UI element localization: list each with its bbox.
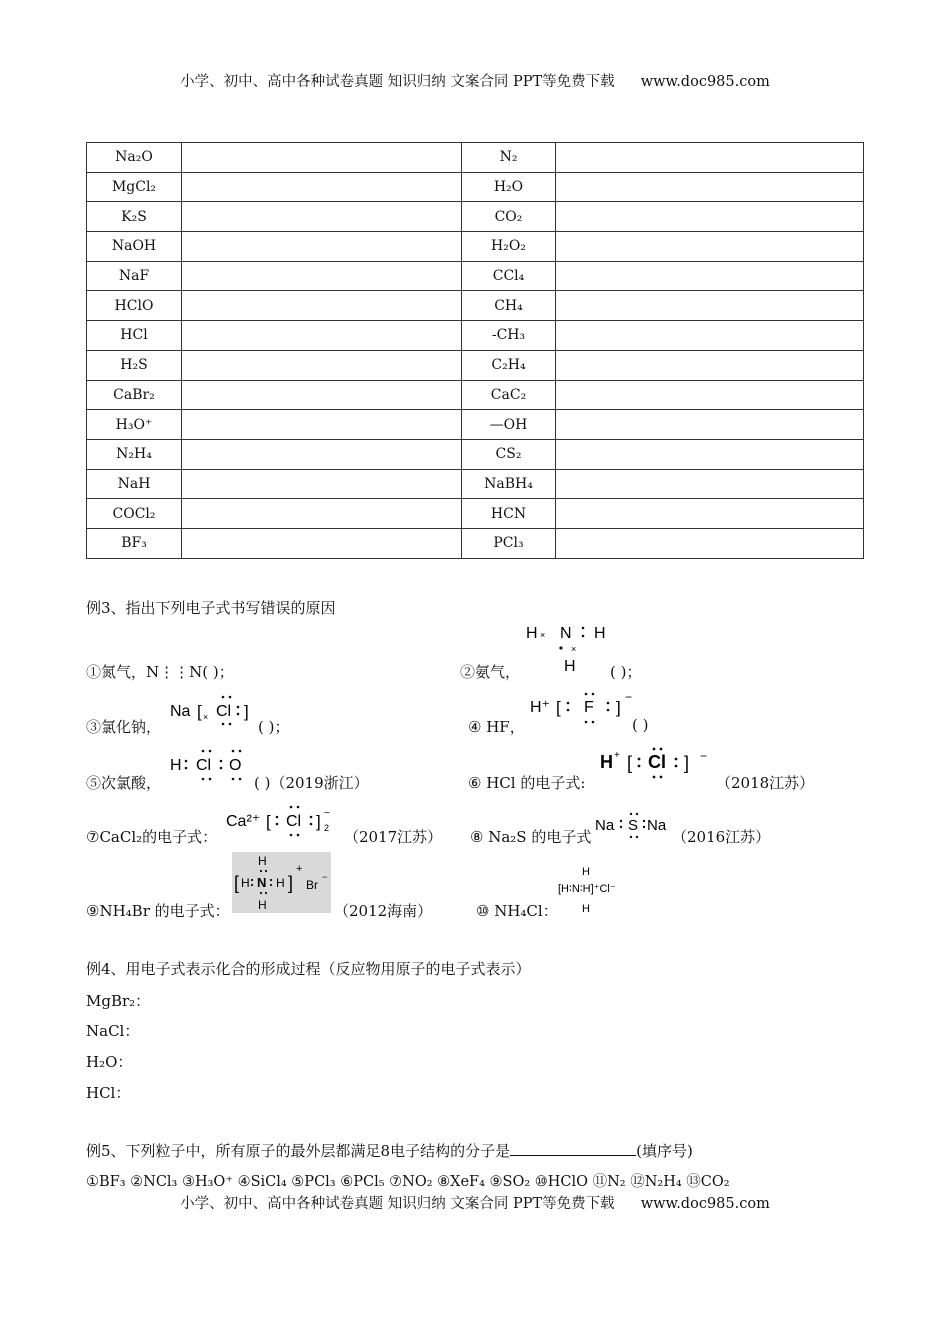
header-url[interactable]: www.doc985.com xyxy=(640,74,770,90)
svg-text:Cl: Cl xyxy=(286,813,302,830)
nh3-electron-formula xyxy=(520,620,612,680)
svg-text:]: ] xyxy=(684,753,690,773)
ex5-answer-blank[interactable] xyxy=(510,1141,636,1156)
table-row xyxy=(87,439,864,469)
answer-cell-left[interactable] xyxy=(182,499,462,529)
ex3-item10-label: ⑩ NH₄Cl： xyxy=(476,902,558,920)
svg-text:Cl: Cl xyxy=(216,703,232,720)
ex4-line-mgbr2: MgBr₂： xyxy=(86,992,151,1010)
ex3-title: 例3、指出下列电子式书写错误的原因 xyxy=(86,599,336,617)
answer-cell-right[interactable] xyxy=(556,143,864,173)
svg-text:H: H xyxy=(594,625,606,642)
ex3-item3-paren: ( )； xyxy=(258,718,290,736)
ex3-item6-source: （2018江苏） xyxy=(716,774,815,792)
formula-cell-right: N₂ xyxy=(462,143,556,173)
svg-text:H: H xyxy=(258,898,267,912)
nh4cl-electron-formula xyxy=(556,862,652,916)
answer-cell-left[interactable] xyxy=(182,439,462,469)
hf-electron-formula xyxy=(528,686,638,732)
answer-cell-right[interactable] xyxy=(556,528,864,558)
svg-text:H: H xyxy=(526,625,538,642)
table-row xyxy=(87,202,864,232)
ex3-item4-paren: ( ) xyxy=(632,716,649,734)
svg-text:]: ] xyxy=(244,702,249,721)
formula-cell-right: NaBH₄ xyxy=(462,469,556,499)
ex4-line-hcl: HCl： xyxy=(86,1084,131,1102)
answer-cell-right[interactable] xyxy=(556,202,864,232)
svg-text:O: O xyxy=(229,757,242,774)
svg-text:H: H xyxy=(170,757,182,774)
answer-cell-left[interactable] xyxy=(182,350,462,380)
ex3-item4-label: ④ HF， xyxy=(468,718,525,736)
table-row xyxy=(87,291,864,321)
hcl-2018-electron-formula xyxy=(598,742,714,788)
svg-text:×: × xyxy=(540,630,546,640)
ex4-line-h2o: H₂O： xyxy=(86,1053,133,1071)
table-row xyxy=(87,232,864,262)
svg-text:H: H xyxy=(258,854,267,868)
svg-text:N: N xyxy=(257,875,267,890)
svg-text:[: [ xyxy=(627,753,633,773)
page-header xyxy=(0,70,950,91)
svg-text:×: × xyxy=(571,644,577,654)
answer-cell-left[interactable] xyxy=(182,469,462,499)
svg-text:H: H xyxy=(241,876,250,890)
svg-text:2: 2 xyxy=(324,823,330,833)
formula-cell-left: NaF xyxy=(87,261,182,291)
svg-text:H: H xyxy=(276,876,285,890)
answer-cell-right[interactable] xyxy=(556,469,864,499)
formula-cell-left: BF₃ xyxy=(87,528,182,558)
formula-cell-right: —OH xyxy=(462,410,556,440)
formula-cell-right: HCN xyxy=(462,499,556,529)
svg-text:N: N xyxy=(560,625,572,642)
answer-cell-left[interactable] xyxy=(182,410,462,440)
ex3-item8-source: （2016江苏） xyxy=(672,828,771,846)
ex4-title: 例4、用电子式表示化合的形成过程（反应物用原子的电子式表示） xyxy=(86,960,531,978)
svg-text:H⁺: H⁺ xyxy=(530,699,550,716)
answer-cell-right[interactable] xyxy=(556,291,864,321)
svg-text:]: ] xyxy=(288,873,294,893)
ex3-item8-label: ⑧ Na₂S 的电子式 xyxy=(470,828,592,846)
ex3-item3-label: ③氯化钠， xyxy=(86,718,162,736)
ex5-title-post: (填序号) xyxy=(636,1142,693,1160)
svg-text:+: + xyxy=(614,750,620,761)
answer-cell-left[interactable] xyxy=(182,380,462,410)
svg-text:H: H xyxy=(582,866,590,878)
ex3-item2-label: ②氨气， xyxy=(460,663,521,681)
nacl-electron-formula xyxy=(168,686,260,736)
formula-cell-left: HClO xyxy=(87,291,182,321)
svg-text:+: + xyxy=(296,863,303,875)
svg-text:F: F xyxy=(584,699,594,716)
answer-cell-right[interactable] xyxy=(556,499,864,529)
svg-text:Cl: Cl xyxy=(196,757,212,774)
answer-cell-right[interactable] xyxy=(556,321,864,351)
formula-cell-left: NaOH xyxy=(87,232,182,262)
table-row xyxy=(87,469,864,499)
svg-text:−: − xyxy=(324,808,330,819)
answer-cell-left[interactable] xyxy=(182,143,462,173)
answer-cell-left[interactable] xyxy=(182,321,462,351)
formula-cell-left: HCl xyxy=(87,321,182,351)
formula-cell-right: CaC₂ xyxy=(462,380,556,410)
answer-cell-right[interactable] xyxy=(556,172,864,202)
svg-text:Cl: Cl xyxy=(648,752,666,772)
svg-text:Br: Br xyxy=(306,878,318,892)
formula-cell-left: N₂H₄ xyxy=(87,439,182,469)
formula-cell-right: CCl₄ xyxy=(462,261,556,291)
ex4-line-nacl: NaCl： xyxy=(86,1022,140,1040)
ex3-item2-paren: ( )； xyxy=(610,663,642,681)
table-row xyxy=(87,499,864,529)
table-row xyxy=(87,172,864,202)
answer-cell-right[interactable] xyxy=(556,350,864,380)
cacl2-electron-formula xyxy=(224,800,342,844)
formula-cell-left: NaH xyxy=(87,469,182,499)
formula-cell-left: CaBr₂ xyxy=(87,380,182,410)
svg-text:[: [ xyxy=(556,698,561,717)
answer-cell-right[interactable] xyxy=(556,232,864,262)
answer-cell-left[interactable] xyxy=(182,528,462,558)
svg-text:Na: Na xyxy=(647,817,667,834)
formula-cell-left: MgCl₂ xyxy=(87,172,182,202)
svg-text:]: ] xyxy=(316,812,321,831)
nh4br-electron-formula xyxy=(232,852,331,913)
svg-text:H: H xyxy=(564,658,576,675)
formula-cell-left: COCl₂ xyxy=(87,499,182,529)
svg-text:[: [ xyxy=(266,812,271,831)
ex3-item6-label: ⑥ HCl 的电子式: xyxy=(468,774,586,792)
ex3-item1: ①氮气，N⋮⋮N( )； xyxy=(86,663,234,681)
svg-text:Na: Na xyxy=(170,703,191,720)
header-text: 小学、初中、高中各种试卷真题 知识归纳 文案合同 PPT等免费下载 xyxy=(180,74,615,90)
formula-cell-right: H₂O₂ xyxy=(462,232,556,262)
formula-cell-left: Na₂O xyxy=(87,143,182,173)
ex3-item7-label: ⑦CaCl₂的电子式： xyxy=(86,828,218,846)
formula-cell-right: PCl₃ xyxy=(462,528,556,558)
ex3-item7-source: （2017江苏） xyxy=(344,828,443,846)
na2s-electron-formula xyxy=(594,810,674,842)
table-row xyxy=(87,410,864,440)
svg-text:Ca²⁺: Ca²⁺ xyxy=(226,813,261,830)
table-row xyxy=(87,261,864,291)
svg-text:Na: Na xyxy=(595,817,615,834)
ex3-item5-paren: ( )（2019浙江） xyxy=(254,774,369,792)
answer-cell-right[interactable] xyxy=(556,261,864,291)
footer-text: 小学、初中、高中各种试卷真题 知识归纳 文案合同 PPT等免费下载 xyxy=(180,1196,615,1212)
ex3-item5-label: ⑤次氯酸， xyxy=(86,774,162,792)
svg-text:S: S xyxy=(628,817,639,834)
table-row xyxy=(87,528,864,558)
formula-cell-left: H₂S xyxy=(87,350,182,380)
ex3-item9-source: （2012海南） xyxy=(334,902,433,920)
svg-text:[H∶N∶H]⁺Cl⁻: [H∶N∶H]⁺Cl⁻ xyxy=(558,883,616,895)
formula-cell-right: -CH₃ xyxy=(462,321,556,351)
page-footer xyxy=(0,1192,950,1213)
electron-formula-table xyxy=(86,142,864,559)
svg-text:[: [ xyxy=(234,873,240,893)
answer-cell-right[interactable] xyxy=(556,380,864,410)
table-row xyxy=(87,350,864,380)
table-row xyxy=(87,380,864,410)
svg-text:−: − xyxy=(322,872,328,882)
hclo-electron-formula xyxy=(166,740,258,790)
answer-cell-right[interactable] xyxy=(556,410,864,440)
svg-text:[: [ xyxy=(197,702,202,721)
table-row xyxy=(87,321,864,351)
formula-cell-left: K₂S xyxy=(87,202,182,232)
formula-cell-right: CS₂ xyxy=(462,439,556,469)
answer-cell-left[interactable] xyxy=(182,202,462,232)
ex3-item9-label: ⑨NH₄Br 的电子式： xyxy=(86,902,230,920)
svg-text:−: − xyxy=(700,749,708,763)
formula-cell-right: CH₄ xyxy=(462,291,556,321)
svg-text:H: H xyxy=(582,903,590,915)
formula-cell-right: CO₂ xyxy=(462,202,556,232)
ex5-options: ①BF₃ ②NCl₃ ③H₃O⁺ ④SiCl₄ ⑤PCl₃ ⑥PCl₅ ⑦NO₂ ⑧XeF₄ ⑨SO₂ ⑩HClO ⑪N₂ ⑫N₂H₄ ⑬CO₂ xyxy=(86,1174,730,1190)
formula-cell-left: H₃O⁺ xyxy=(87,410,182,440)
svg-text:]: ] xyxy=(616,698,621,717)
answer-cell-right[interactable] xyxy=(556,439,864,469)
ex5-title-pre: 例5、下列粒子中，所有原子的最外层都满足8电子结构的分子是 xyxy=(86,1142,511,1160)
answer-cell-left[interactable] xyxy=(182,172,462,202)
svg-text:H: H xyxy=(600,752,613,772)
answer-cell-left[interactable] xyxy=(182,232,462,262)
svg-text:×: × xyxy=(203,712,209,722)
answer-cell-left[interactable] xyxy=(182,291,462,321)
ex5-title xyxy=(86,1140,693,1161)
footer-url[interactable]: www.doc985.com xyxy=(640,1196,770,1212)
formula-cell-right: H₂O xyxy=(462,172,556,202)
formula-cell-right: C₂H₄ xyxy=(462,350,556,380)
svg-text:−: − xyxy=(625,690,633,704)
table-row xyxy=(87,143,864,173)
answer-cell-left[interactable] xyxy=(182,261,462,291)
